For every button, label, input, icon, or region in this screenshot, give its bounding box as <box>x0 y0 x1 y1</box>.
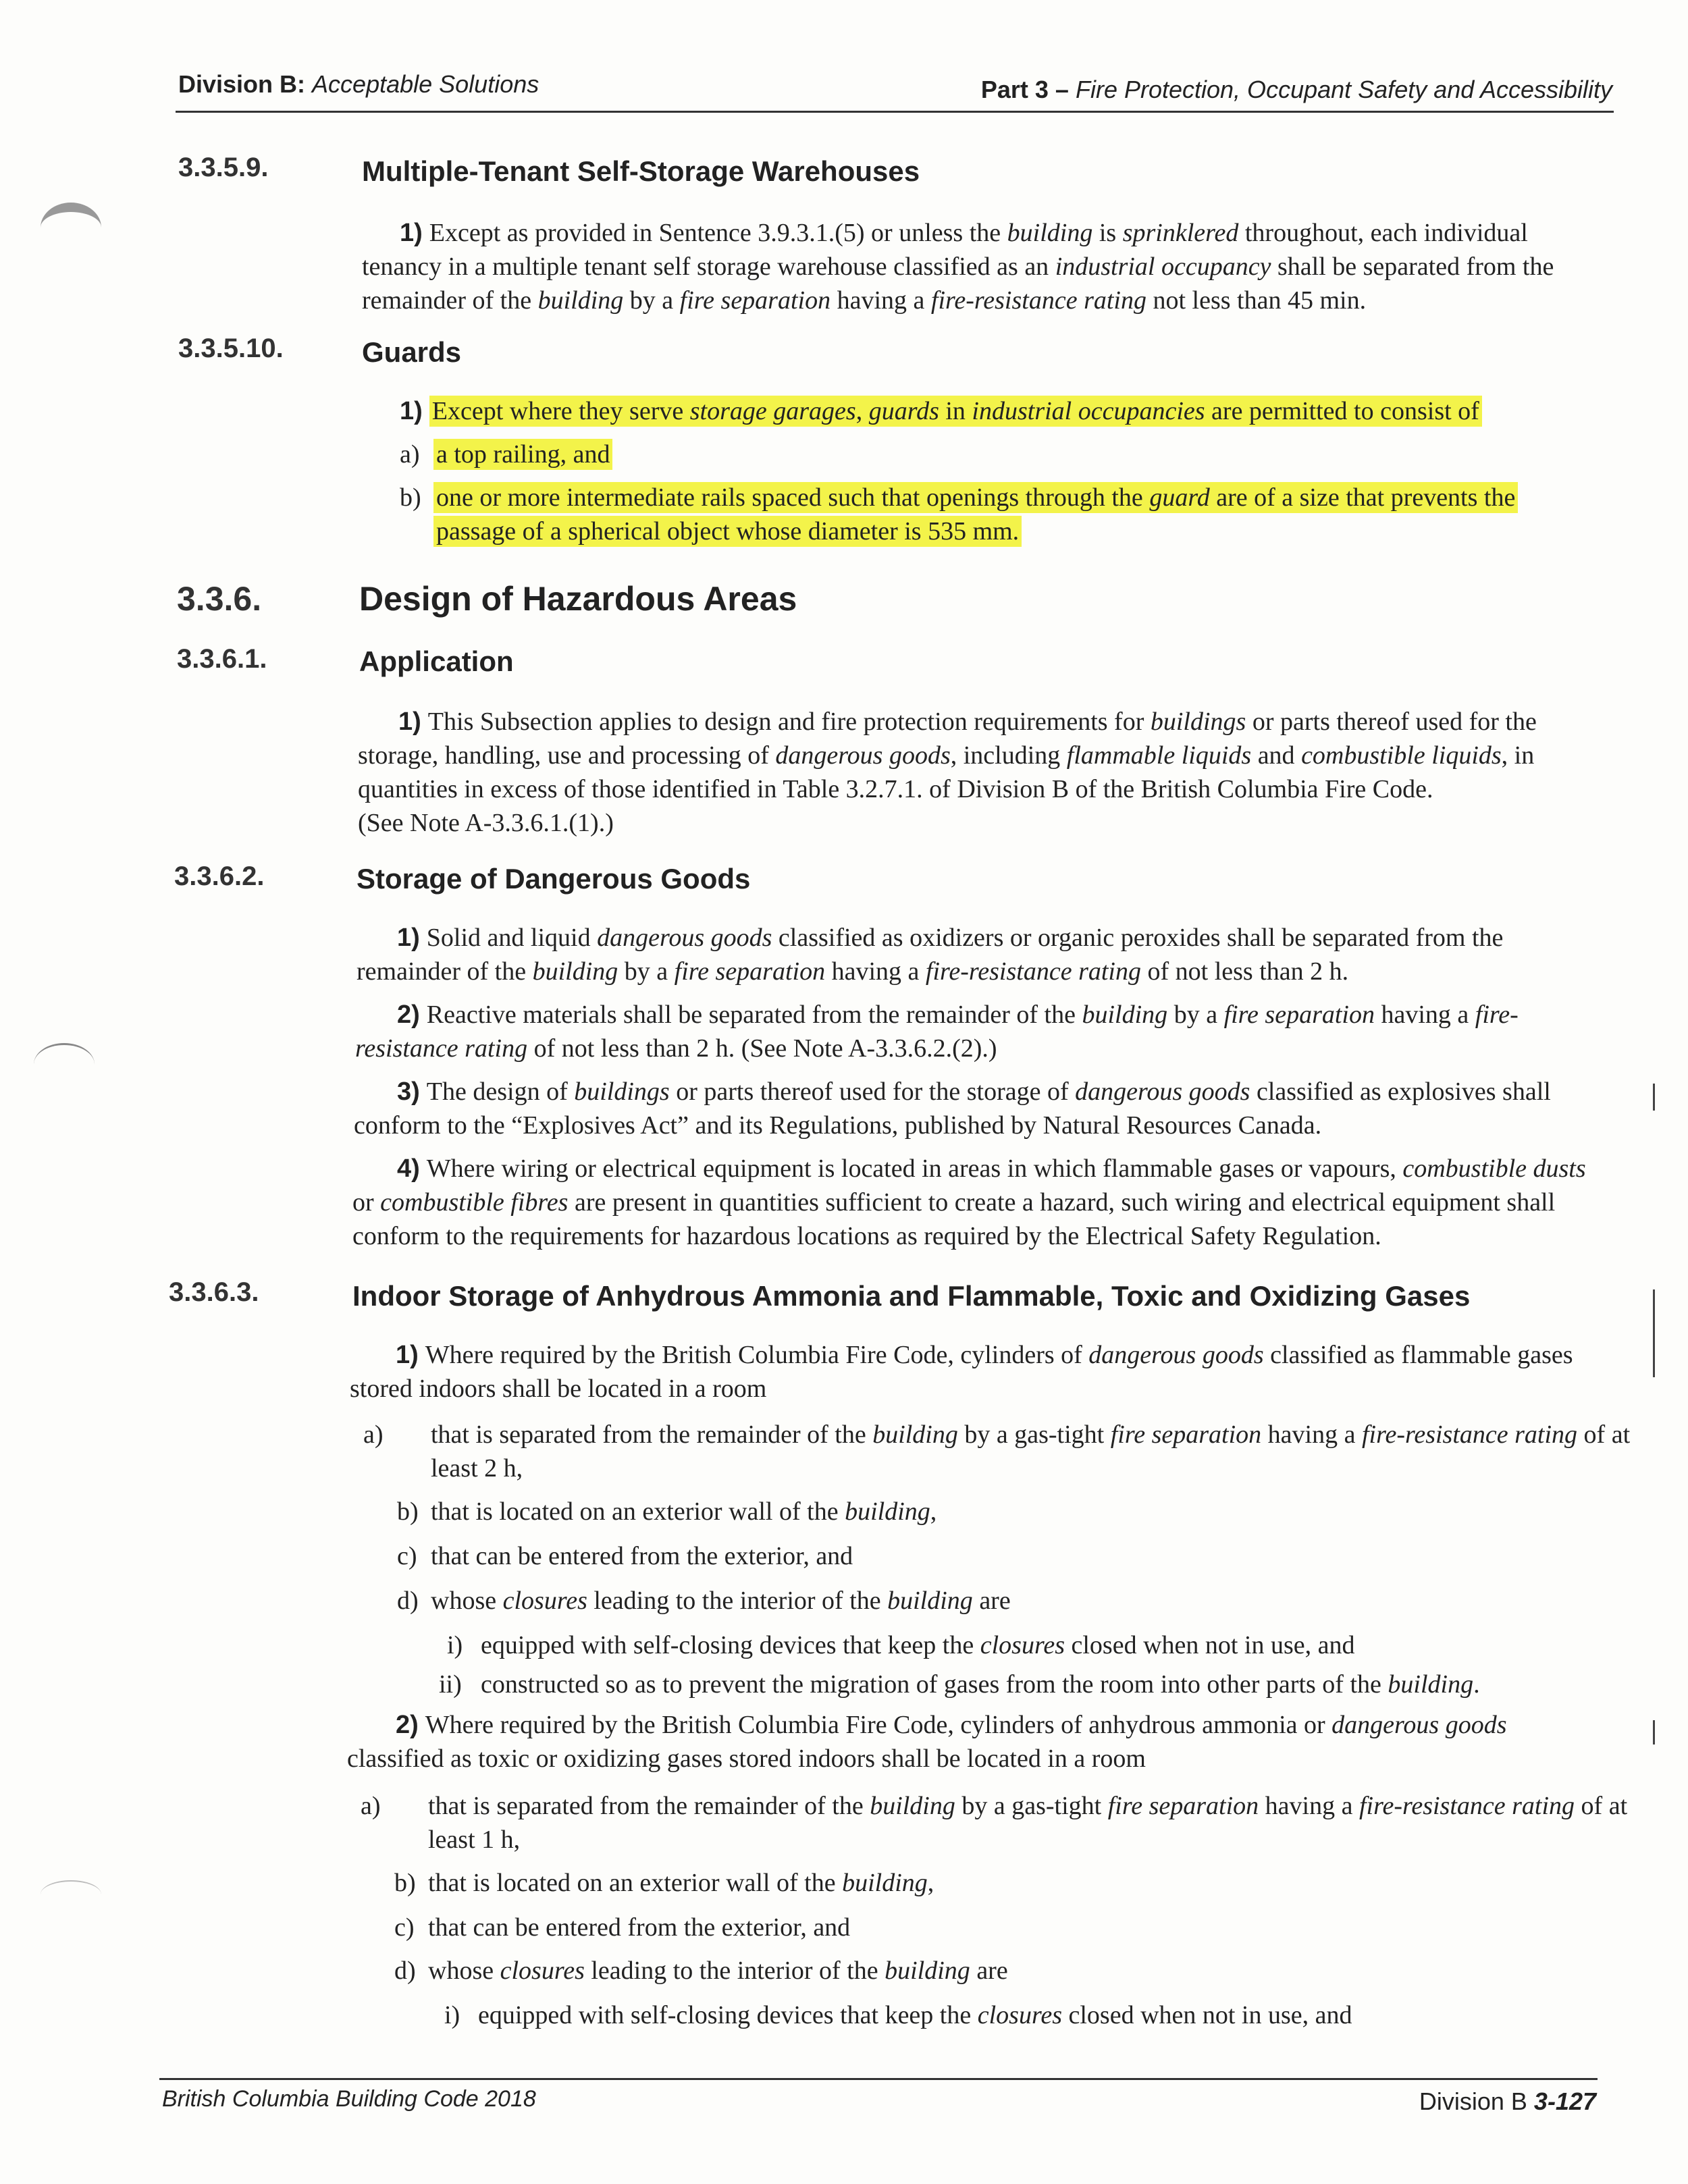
scan-hole-mark <box>34 1043 95 1086</box>
clause-item: d) whose closures leading to the interior of the building are <box>394 1956 1008 1985</box>
clause-item: b) one or more intermediate rails spaced such that openings through the guard are of a size that prevents the passage of a spherical object whose diameter is 535 mm. <box>400 481 1602 548</box>
running-header-part: Part 3 – Fire Protection, Occupant Safety and Accessibility <box>980 76 1612 103</box>
article-number: 3.3.6.3. <box>169 1277 259 1307</box>
clause-item: c) that can be entered from the exterior, and <box>394 1913 851 1942</box>
article-title: Application <box>359 645 514 677</box>
running-header-division: Division B: Acceptable Solutions <box>178 70 539 98</box>
article-title: Storage of Dangerous Goods <box>357 863 751 895</box>
clause-item: a) that is separated from the remainder of the building by a gas-tight fire separation having a fire-resistance rating of at least 1 h, <box>361 1792 1628 1854</box>
sentence-paragraph: 1) This Subsection applies to design and fire protection requirements for buildings or parts thereof used for the storage, handling, use and processing of dangerous goods, including flammable liquids and combustible liquids, in quantities in excess of those identified in Table 3.2.7.1. of Division B of the British Columbia Fire Code. (See Note A-3.3.6.1.(1).) <box>358 708 1537 837</box>
sentence-paragraph: 1) Where required by the British Columbia Fire Code, cylinders of dangerous goods classified as flammable gases stored indoors shall be located in a room <box>350 1341 1573 1403</box>
sentence-paragraph: 2) Where required by the British Columbia Fire Code, cylinders of anhydrous ammonia or dangerous goods classified as toxic or oxidizing gases stored indoors shall be located in a room <box>347 1711 1507 1773</box>
margin-mark <box>1653 1084 1655 1111</box>
scan-hole-mark <box>41 203 101 252</box>
sentence-paragraph: 1) Except as provided in Sentence 3.9.3.1.(5) or unless the building is sprinklered throughout, each individual tenancy in a multiple tenant self storage warehouse classified as an industrial occupancy shall be separated from the remainder of the building by a fire separation having a fire-resistance rating not less than 45 min. <box>362 219 1554 315</box>
clause-item: b) that is located on an exterior wall of the building, <box>397 1497 937 1526</box>
article-title: Indoor Storage of Anhydrous Ammonia and Flammable, Toxic and Oxidizing Gases <box>352 1280 1471 1312</box>
margin-mark <box>1653 1289 1655 1377</box>
page-number: Division B 3-127 <box>1419 2087 1596 2115</box>
footer-code-title: British Columbia Building Code 2018 <box>162 2086 536 2112</box>
clause-item: a) a top railing, and <box>400 437 1602 471</box>
article-number: 3.3.5.10. <box>178 334 284 363</box>
subclause-item: i) equipped with self-closing devices that keep the closures closed when not in use, and <box>444 2001 1352 2029</box>
article-title: Multiple-Tenant Self-Storage Warehouses <box>362 155 920 187</box>
header-rule <box>176 111 1614 113</box>
article-title: Guards <box>362 336 462 368</box>
clause-item: d) whose closures leading to the interior of the building are <box>397 1587 1011 1615</box>
clause-item: b) that is located on an exterior wall of the building, <box>394 1869 934 1897</box>
scan-hole-mark <box>41 1880 101 1909</box>
sentence-paragraph: 4) Where wiring or electrical equipment is located in areas in which flammable gases or vapours, combustible dusts or combustible fibres are present in quantities sufficient to create a hazard, such wiring and electrical equipment shall conform to the requirements for hazardous locations as required by the Electrical Safety Regulation. <box>352 1154 1586 1250</box>
sentence-paragraph: 3) The design of buildings or parts thereof used for the storage of dangerous goods classified as explosives shall conform to the “Explosives Act” and its Regulations, published by Natural Resources Canada. <box>354 1077 1551 1140</box>
subclause-item: ii) constructed so as to prevent the migration of gases from the room into other parts of the building. <box>439 1670 1480 1699</box>
sentence-paragraph: 1) Except where they serve storage garages, guards in industrial occupancies are permitted to consist of <box>400 394 1602 428</box>
footer-rule <box>159 2078 1598 2080</box>
sentence-paragraph: 1) Solid and liquid dangerous goods classified as oxidizers or organic peroxides shall be separated from the remainder of the building by a fire separation having a fire-resistance rating of not less than 2 h. <box>357 924 1504 986</box>
article-number: 3.3.6.2. <box>174 861 265 891</box>
article-number: 3.3.6.1. <box>177 644 267 674</box>
subsection-title: Design of Hazardous Areas <box>359 580 797 618</box>
subclause-item: i) equipped with self-closing devices that keep the closures closed when not in use, and <box>447 1631 1355 1659</box>
sentence-paragraph: 2) Reactive materials shall be separated from the remainder of the building by a fire separation having a fire-resistance rating of not less than 2 h. (See Note A-3.3.6.2.(2).) <box>355 1001 1519 1063</box>
article-number: 3.3.5.9. <box>178 153 269 182</box>
subsection-number: 3.3.6. <box>177 580 262 618</box>
clause-item: a) that is separated from the remainder of the building by a gas-tight fire separation having a fire-resistance rating of at least 2 h, <box>363 1420 1631 1483</box>
clause-item: c) that can be entered from the exterior, and <box>397 1542 853 1570</box>
margin-mark <box>1653 1720 1655 1744</box>
